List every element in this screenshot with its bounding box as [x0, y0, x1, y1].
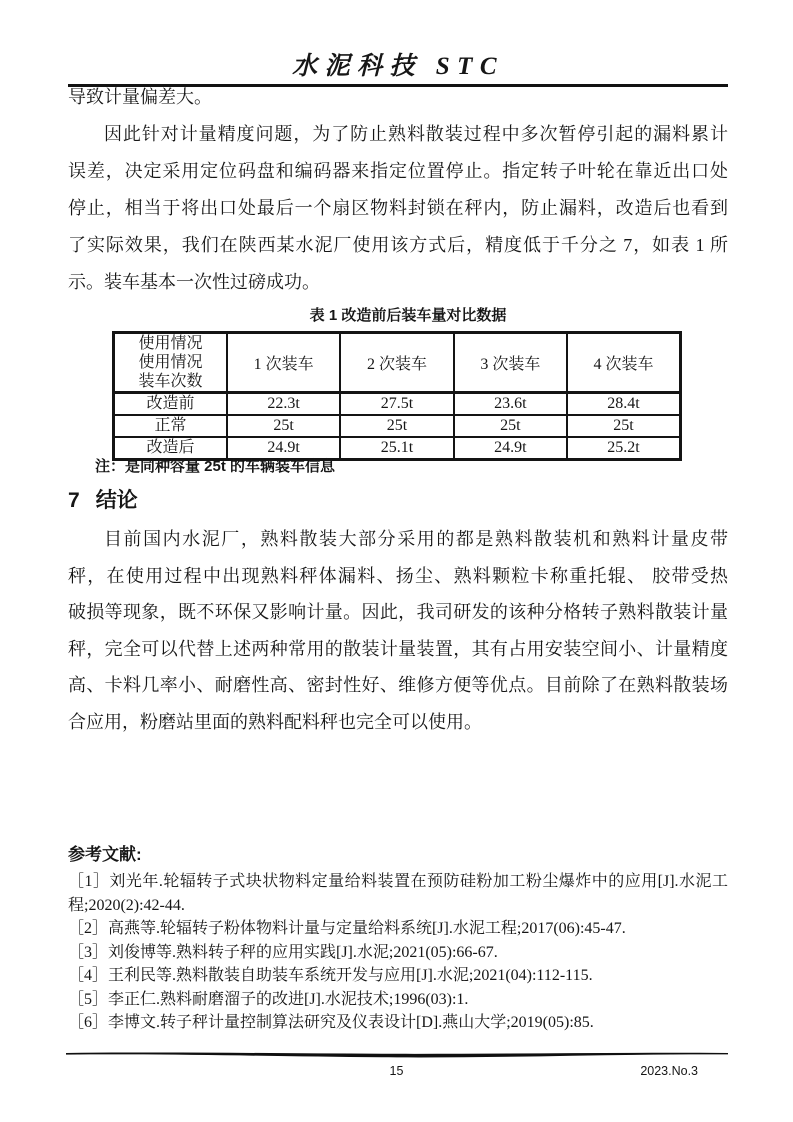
page-number: 15	[389, 1064, 404, 1078]
table-cell: 24.9t	[454, 437, 567, 460]
reference-entry: ［1］刘光年.轮辐转子式块状物料定量给料装置在预防硅粉加工粉尘爆炸中的应用[J].水泥工	[68, 873, 728, 890]
conclusion-paragraph	[68, 521, 728, 741]
table-column-header: 4 次装车	[567, 333, 680, 393]
reference-entry-continuation: 程;2020(2):42-44.	[68, 896, 185, 914]
paragraph-line: 误差，决定采用定位码盘和编码器来指定位置停止。指定转子叶轮在靠近出口处	[68, 161, 728, 181]
paragraph-line: 因此针对计量精度问题，为了防止熟料散装过程中多次暂停引起的漏料累计	[104, 124, 728, 144]
table-corner-cell	[114, 333, 227, 393]
table-cell: 23.6t	[454, 393, 567, 416]
reference-entry: ［6］李博文.转子秤计量控制算法研究及仪表设计[D].燕山大学;2019(05):85.	[68, 1014, 594, 1031]
reference-entry: ［5］李正仁.熟料耐磨溜子的改进[J].水泥技术;1996(03):1.	[68, 990, 469, 1008]
table-cell: 25.1t	[340, 437, 453, 460]
paragraph-line: 示。装车基本一次性过磅成功。	[68, 272, 320, 292]
paragraph-line: 导致计量偏差大。	[68, 87, 212, 107]
table-cell: 22.3t	[227, 393, 340, 416]
loading-comparison-table	[112, 331, 682, 461]
corner-line: 装车次数	[138, 373, 203, 390]
paragraph-line: 了实际效果，我们在陕西某水泥厂使用该方式后，精度低于千分之 7，如表 1 所	[68, 235, 728, 255]
references-heading: 参考文献:	[68, 845, 142, 864]
table-cell: 27.5t	[340, 393, 453, 416]
paragraph-line: 高、卡料几率小、耐磨性高、密封性好、维修方便等优点。目前除了在熟料散装场	[68, 675, 728, 696]
journal-title: 水泥科技 STC	[291, 53, 505, 80]
paragraph-line: 停止，相当于将出口处最后一个扇区物料封锁在秤内，防止漏料，改造后也看到	[68, 198, 728, 218]
table-cell: 25t	[454, 415, 567, 437]
references-list	[68, 870, 728, 1035]
table-cell: 24.9t	[227, 437, 340, 460]
footer-rule	[66, 1049, 728, 1059]
paragraph-line: 合应用，粉磨站里面的熟料配料秤也完全可以使用。	[68, 711, 482, 732]
paragraph-line: 秤，完全可以代替上述两种常用的散装计量装置，其有占用安装空间小、计量精度	[68, 638, 728, 659]
reference-entry: ［2］高燕等.轮辐转子粉体物料计量与定量给料系统[J].水泥工程;2017(06):45-47.	[68, 920, 626, 937]
paragraph-line: 破损等现象，既不环保又影响计量。因此，我司研发的该种分格转子熟料散装计量	[68, 602, 728, 623]
table-column-header: 1 次装车	[227, 333, 340, 393]
section-title: 结论	[95, 489, 138, 512]
table-cell: 25.2t	[567, 437, 680, 460]
table-header-row	[114, 333, 681, 393]
reference-entry: ［3］刘俊博等.熟料转子秤的应用实践[J].水泥;2021(05):66-67.	[68, 943, 498, 961]
table-cell: 25t	[340, 415, 453, 437]
paragraph-measuring-precision	[68, 116, 728, 301]
table-cell: 25t	[567, 415, 680, 437]
table-cell: 28.4t	[567, 393, 680, 416]
corner-line: 使用情况	[138, 354, 203, 371]
row-label: 改造后	[114, 437, 227, 460]
table-row	[114, 437, 681, 460]
table-caption: 表 1 改造前后装车量对比数据	[309, 307, 507, 324]
section-heading-conclusion	[68, 488, 138, 514]
paragraph-line: 秤，在使用过程中出现熟料秤体漏料、扬尘、熟料颗粒卡称重托辊、 胶带受热	[68, 565, 728, 586]
issue-label: 2023.No.3	[640, 1064, 698, 1078]
table-column-header: 3 次装车	[454, 333, 567, 393]
paragraph-continuation	[68, 79, 728, 116]
table-row	[114, 393, 681, 416]
section-number: 7	[68, 489, 80, 512]
table-note: 注：是同种容量 25t 的车辆装车信息	[95, 458, 336, 475]
paragraph-line: 目前国内水泥厂，熟料散装大部分采用的都是熟料散装机和熟料计量皮带	[104, 529, 728, 549]
table-cell: 25t	[227, 415, 340, 437]
table-row	[114, 415, 681, 437]
corner-line: 使用情况	[138, 335, 203, 352]
reference-entry: ［4］王利民等.熟料散装自助装车系统开发与应用[J].水泥;2021(04):112-115.	[68, 967, 593, 984]
row-label: 改造前	[114, 393, 227, 416]
table-column-header: 2 次装车	[340, 333, 453, 393]
row-label: 正常	[114, 415, 227, 437]
